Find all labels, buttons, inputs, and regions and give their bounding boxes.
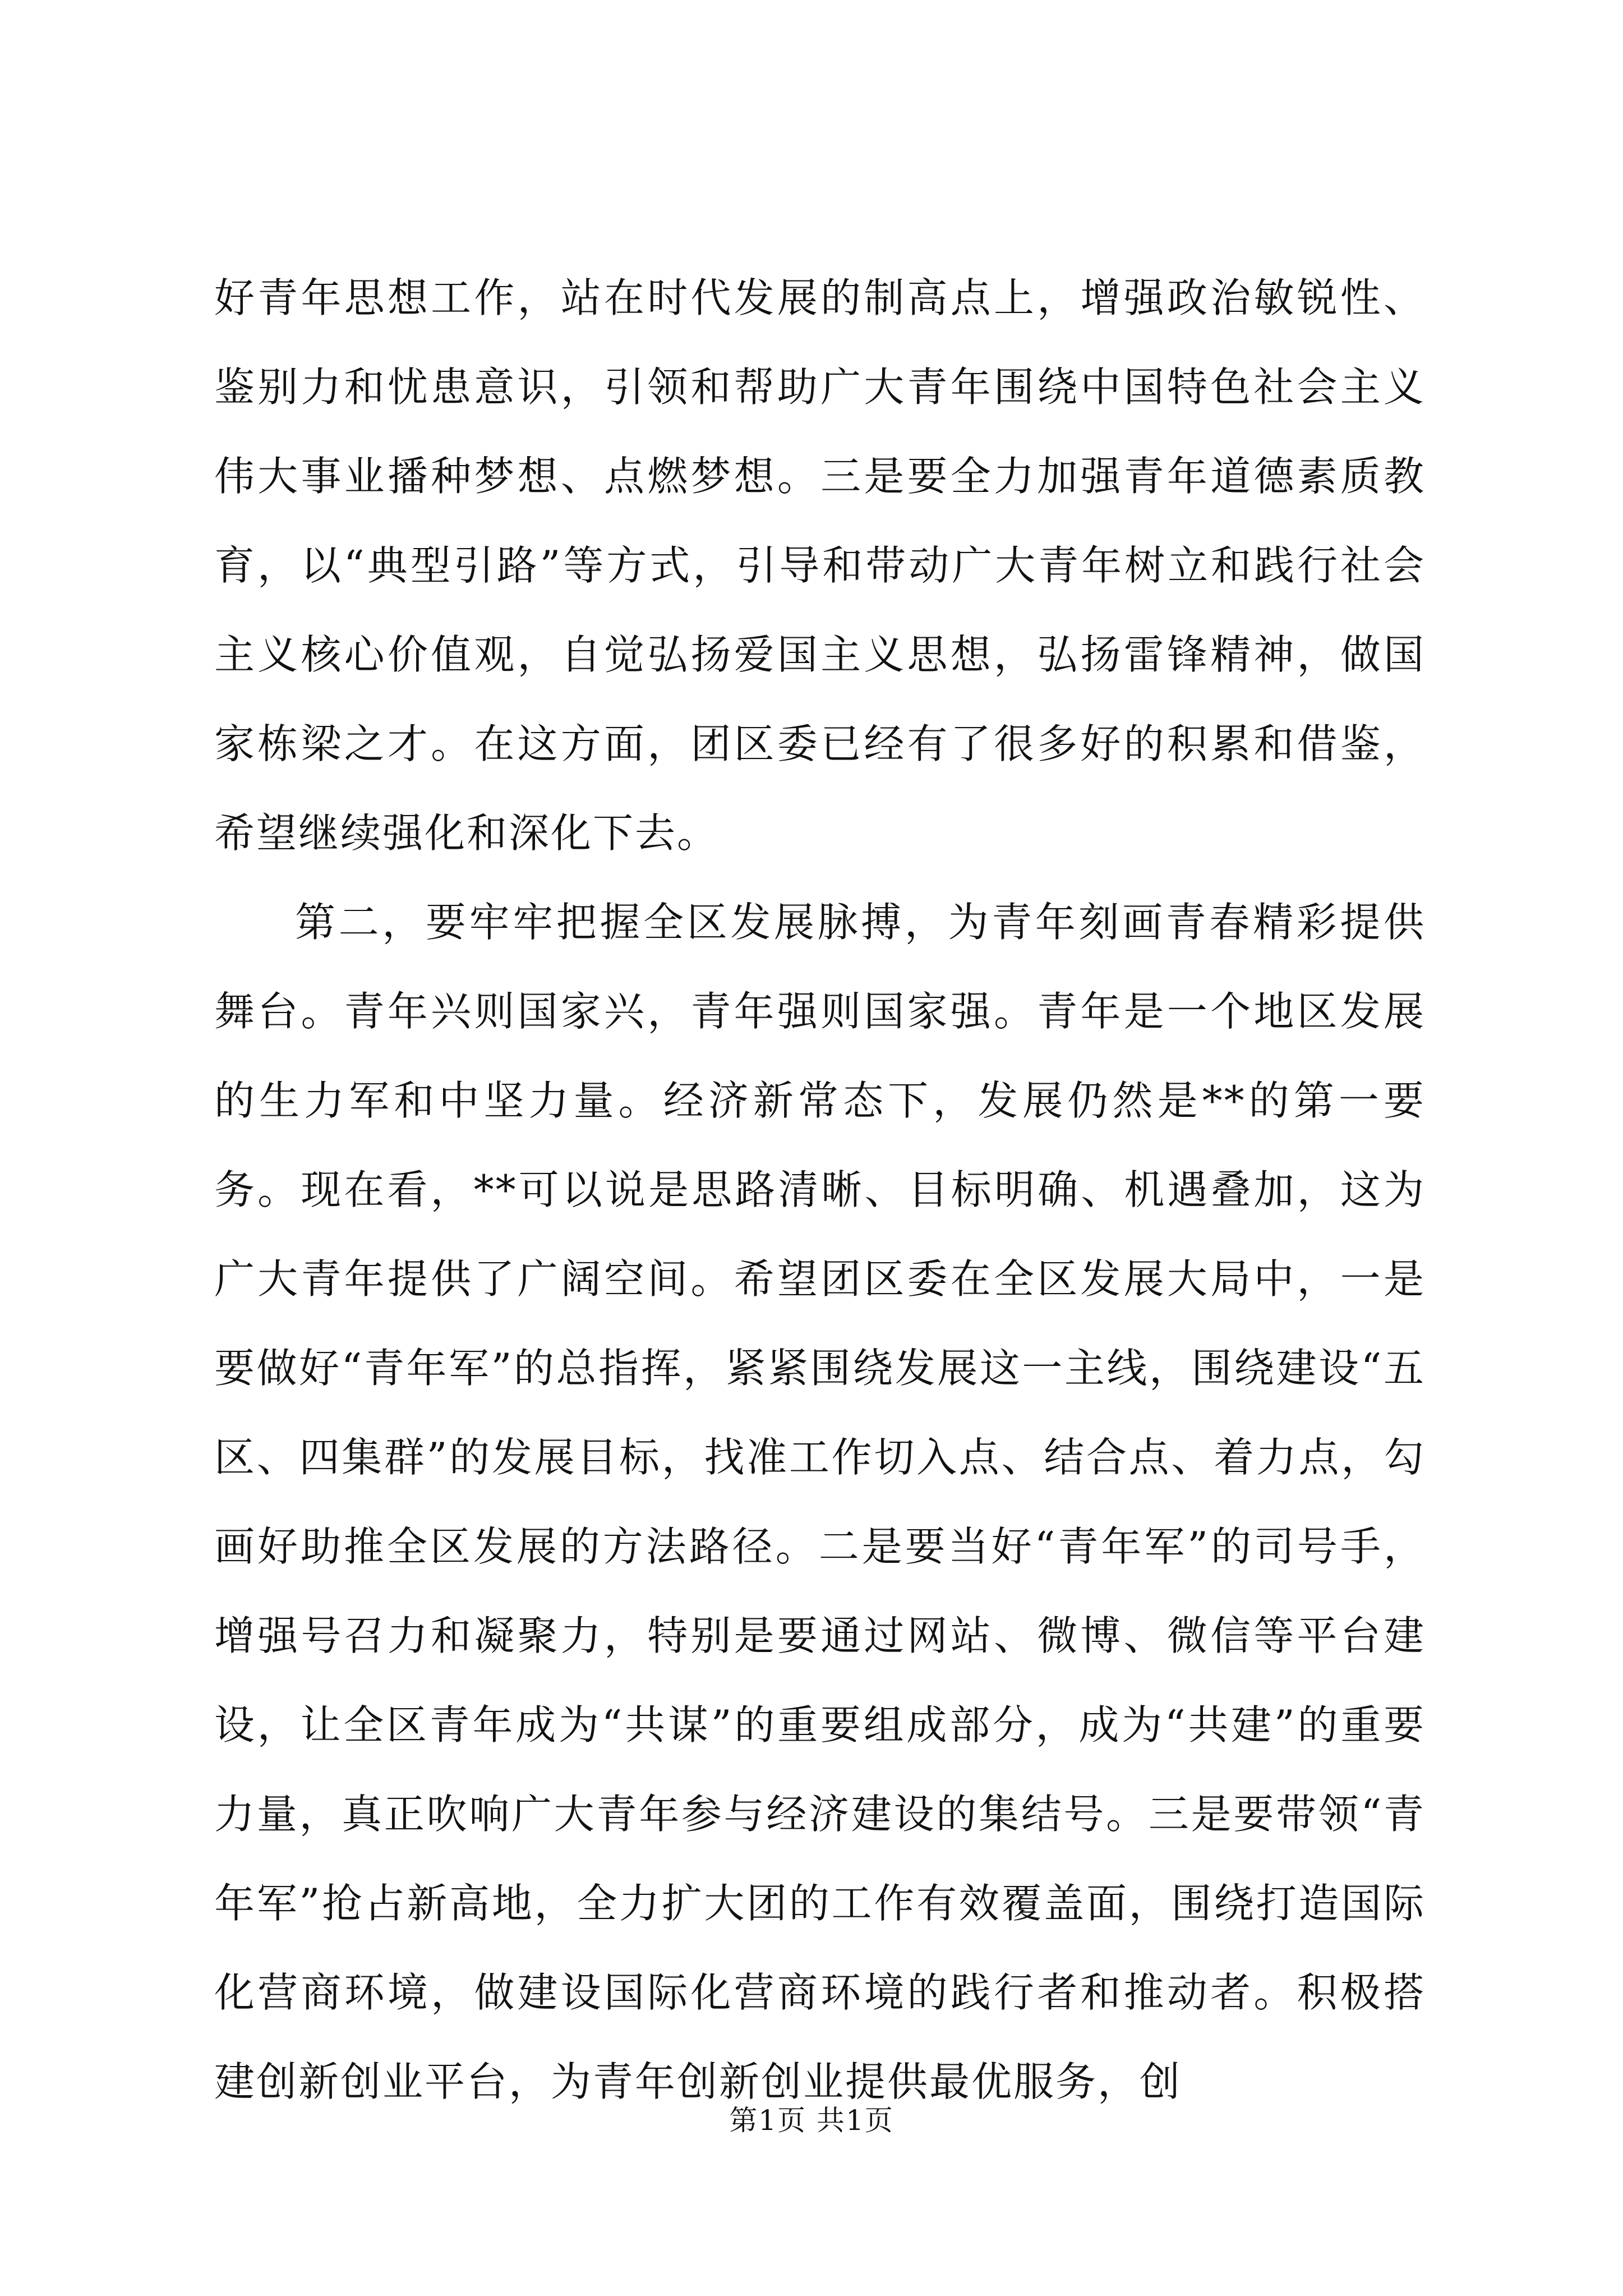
paragraph-second-point: 第二，要牢牢把握全区发展脉搏，为青年刻画青春精彩提供舞台。青年兴则国家兴，青年强则国家强。青年是一个地区发展的生力军和中坚力量。经济新常态下，发展仍然是**的第一要务。现在看，**可以说是思路清晰、目标明确、机遇叠加，这为广大青年提供了广阔空间。希望团区委在全区发展大局中，一是要做好“青年军”的总指挥，紧紧围绕发展这一主线，围绕建设“五区、四集群”的发展目标，找准工作切入点、结合点、着力点，勾画好助推全区发展的方法路径。二是要当好“青年军”的司号手，增强号召力和凝聚力，特别是要通过网站、微博、微信等平台建设，让全区青年成为“共谋”的重要组成部分，成为“共建”的重要力量，真正吹响广大青年参与经济建设的集结号。三是要带领“青年军”抢占新高地，全力扩大团的工作有效覆盖面，围绕打造国际化营商环境，做建设国际化营商环境的践行者和推动者。积极搭建创新创业平台，为青年创新创业提供最优服务，创 xyxy=(214,899,1426,2105)
document-body xyxy=(214,254,1426,2127)
paragraph-continuation: 好青年思想工作，站在时代发展的制高点上，增强政治敏锐性、鉴别力和忧患意识，引领和帮助广大青年围绕中国特色社会主义伟大事业播种梦想、点燃梦想。三是要全力加强青年道德素质教育，以“典型引路”等方式，引导和带动广大青年树立和践行社会主义核心价值观，自觉弘扬爱国主义思想，弘扬雷锋精神，做国家栋梁之才。在这方面，团区委已经有了很多好的积累和借鉴，希望继续强化和深化下去。 xyxy=(214,274,1426,857)
page-footer: 第1页 共1页 xyxy=(729,2104,894,2137)
